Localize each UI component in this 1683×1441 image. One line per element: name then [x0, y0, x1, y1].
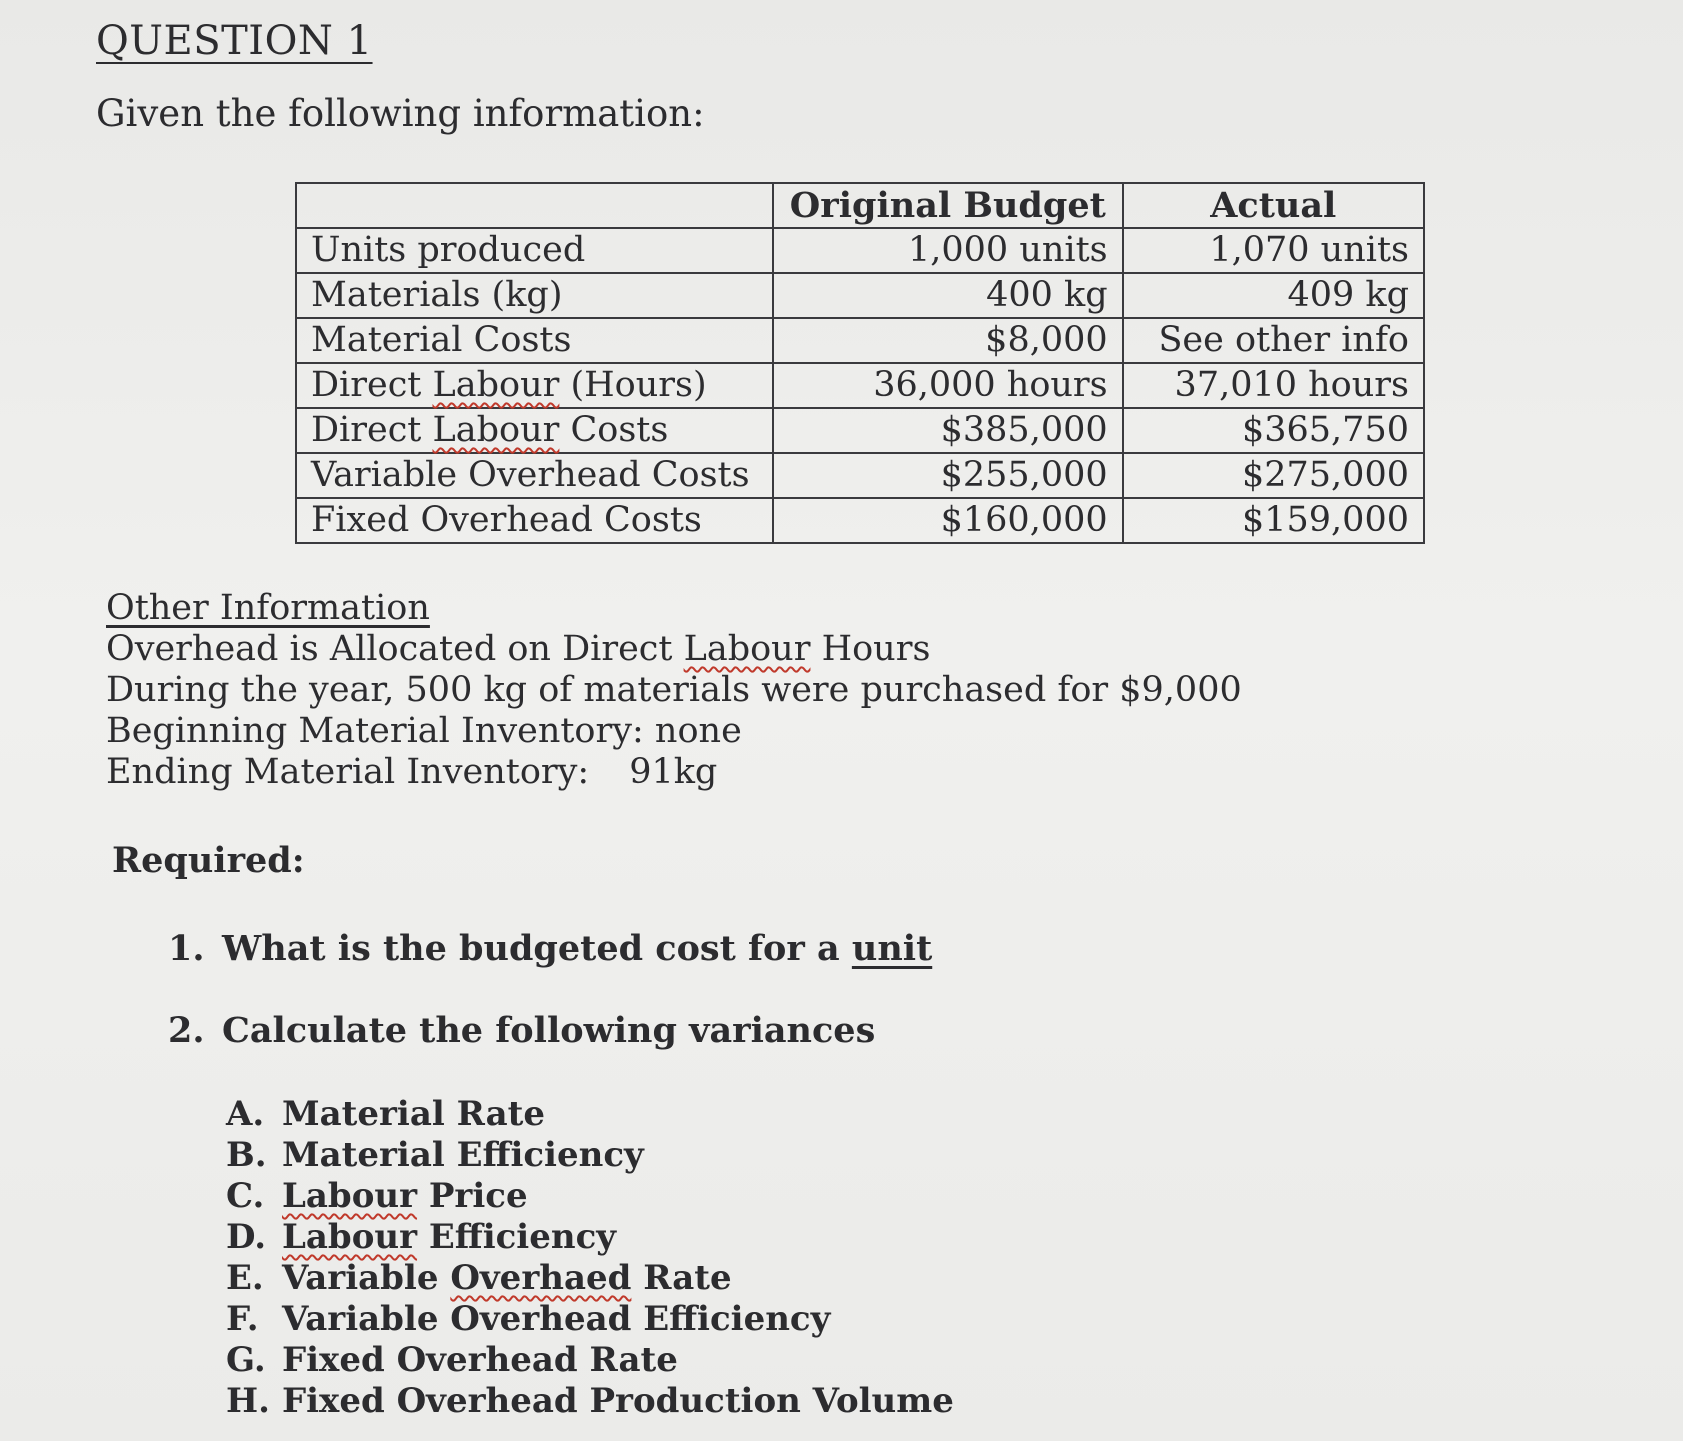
item-text: Calculate the following variances	[222, 1010, 876, 1051]
row-budget: $160,000	[773, 498, 1123, 543]
row-budget: $255,000	[773, 453, 1123, 498]
item-text: Efficiency	[417, 1217, 617, 1257]
row-label: Variable Overhead Costs	[296, 453, 773, 498]
budget-table	[295, 182, 1425, 544]
required-heading: Required:	[112, 840, 305, 881]
line-prefix: Overhead is Allocated on Direct	[106, 629, 684, 669]
table-row	[296, 363, 1424, 408]
ending-inventory-value: 91kg	[629, 752, 718, 792]
spellcheck-flagged-word: Labour	[432, 365, 560, 405]
table-header-row	[296, 183, 1424, 228]
row-actual: 409 kg	[1123, 273, 1424, 318]
table-row	[296, 273, 1424, 318]
item-text: Variable Overhead Efficiency	[282, 1299, 831, 1339]
list-item	[226, 1135, 954, 1176]
list-item	[226, 1299, 954, 1340]
label-prefix: Direct	[311, 365, 433, 405]
item-letter: E.	[226, 1258, 264, 1298]
list-item	[226, 1217, 954, 1258]
header-empty	[296, 183, 773, 228]
other-info-line	[106, 629, 1242, 670]
other-information	[106, 588, 1242, 793]
item-text: Fixed Overhead Rate	[282, 1340, 678, 1380]
ending-inventory-label: Ending Material Inventory:	[106, 752, 590, 792]
row-label	[296, 408, 773, 453]
item-number: 2.	[168, 1010, 205, 1051]
table-row	[296, 228, 1424, 273]
row-actual: $365,750	[1123, 408, 1424, 453]
list-item	[168, 1010, 932, 1092]
item-text: Price	[417, 1176, 528, 1216]
list-item	[226, 1381, 954, 1422]
row-actual: 1,070 units	[1123, 228, 1424, 273]
item-text: Rate	[631, 1258, 732, 1298]
row-budget: $385,000	[773, 408, 1123, 453]
label-prefix: Direct	[311, 410, 433, 450]
list-item	[168, 928, 932, 1010]
list-item	[226, 1340, 954, 1381]
spellcheck-flagged-word: Overhaed	[450, 1258, 632, 1298]
spellcheck-flagged-word: Labour	[683, 629, 811, 669]
item-emphasis: unit	[851, 928, 933, 969]
label-suffix: Costs	[559, 410, 669, 450]
list-item	[226, 1094, 954, 1135]
row-label: Materials (kg)	[296, 273, 773, 318]
row-budget: 400 kg	[773, 273, 1123, 318]
required-list	[168, 928, 932, 1092]
table-row	[296, 408, 1424, 453]
row-label: Fixed Overhead Costs	[296, 498, 773, 543]
row-budget: 1,000 units	[773, 228, 1123, 273]
other-info-line: During the year, 500 kg of materials were purchased for $9,000	[106, 670, 1242, 710]
header-original-budget: Original Budget	[773, 183, 1123, 228]
table-row	[296, 453, 1424, 498]
label-suffix: (Hours)	[559, 365, 707, 405]
table-row	[296, 498, 1424, 543]
variance-list	[226, 1094, 954, 1422]
line-suffix: Hours	[810, 629, 931, 669]
row-budget: $8,000	[773, 318, 1123, 363]
item-letter: C.	[226, 1176, 265, 1216]
row-actual: See other info	[1123, 318, 1424, 363]
other-info-line	[106, 752, 1242, 793]
item-letter: H.	[226, 1381, 270, 1421]
item-letter: B.	[226, 1135, 267, 1175]
item-text: Fixed Overhead Production Volume	[282, 1381, 954, 1421]
list-item	[226, 1176, 954, 1217]
item-letter: G.	[226, 1340, 266, 1380]
item-letter: D.	[226, 1217, 267, 1257]
other-info-line: Beginning Material Inventory: none	[106, 711, 742, 751]
row-actual: $275,000	[1123, 453, 1424, 498]
list-item	[226, 1258, 954, 1299]
table-row	[296, 318, 1424, 363]
other-info-title: Other Information	[106, 588, 430, 628]
spellcheck-flagged-word: Labour	[432, 410, 560, 450]
item-prefix: Variable	[282, 1258, 451, 1298]
row-label: Units produced	[296, 228, 773, 273]
row-label: Material Costs	[296, 318, 773, 363]
row-actual: 37,010 hours	[1123, 363, 1424, 408]
row-label	[296, 363, 773, 408]
item-text: Material Efficiency	[282, 1135, 644, 1175]
row-actual: $159,000	[1123, 498, 1424, 543]
item-number: 1.	[168, 928, 205, 969]
row-budget: 36,000 hours	[773, 363, 1123, 408]
spellcheck-flagged-word: Labour	[282, 1176, 418, 1216]
intro-text: Given the following information:	[96, 92, 705, 135]
item-letter: A.	[226, 1094, 265, 1134]
header-actual: Actual	[1123, 183, 1424, 228]
question-heading: QUESTION 1	[96, 18, 373, 64]
item-letter: F.	[226, 1299, 259, 1339]
spellcheck-flagged-word: Labour	[282, 1217, 418, 1257]
item-text: Material Rate	[282, 1094, 546, 1134]
item-text: What is the budgeted cost for a	[222, 928, 852, 969]
